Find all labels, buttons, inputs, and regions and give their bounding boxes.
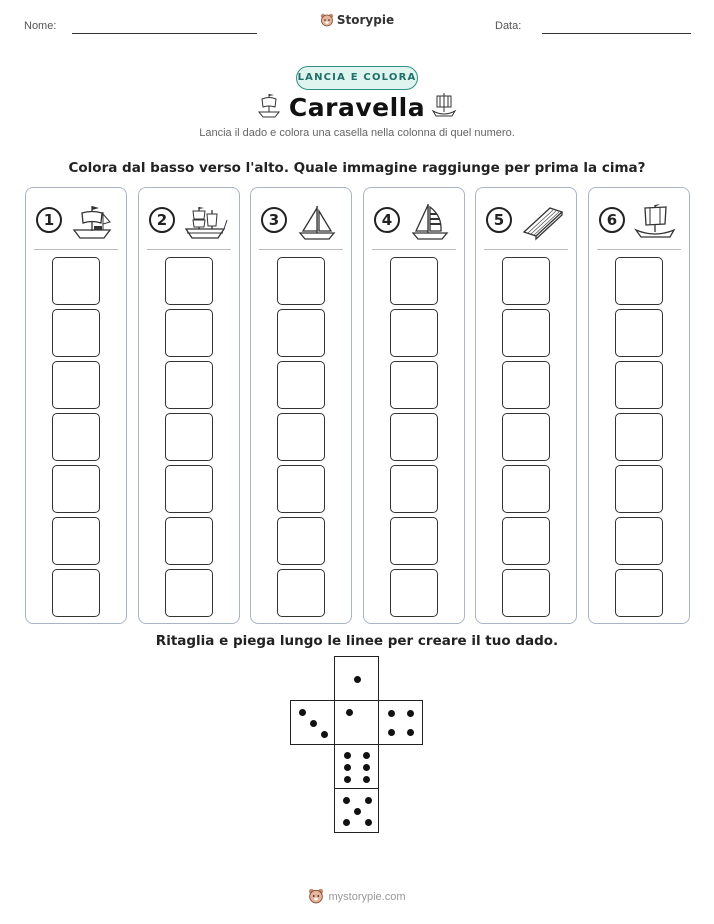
die-face-5 [334,788,379,833]
die-pip [344,752,351,759]
page-title: Caravella [288,93,426,122]
color-box[interactable] [390,517,438,565]
viking-ship-icon [431,90,457,124]
die-face-1 [334,656,379,701]
wooden-plank-icon [520,202,566,242]
die-pip [365,819,372,826]
color-box[interactable] [165,413,213,461]
column-4 [363,187,465,624]
color-box[interactable] [277,517,325,565]
footer-url[interactable]: mystorypie.com [328,891,406,903]
color-box[interactable] [390,413,438,461]
die-face-6 [334,744,379,789]
die-face-1 [334,700,379,745]
die-pip [388,729,395,736]
galleon-ship-icon [183,202,229,242]
caravel-ship-icon [70,202,116,242]
die-pip [365,797,372,804]
die-pip [407,710,414,717]
column-header [374,202,456,242]
die-pip [354,676,361,683]
color-box[interactable] [502,465,550,513]
bear-logo-icon [320,13,334,30]
color-box[interactable] [502,569,550,617]
color-box[interactable] [277,569,325,617]
color-box[interactable] [52,257,100,305]
color-box[interactable] [502,413,550,461]
die-face-4 [378,700,423,745]
die-pip [407,729,414,736]
column-divider [34,249,118,250]
color-box[interactable] [390,361,438,409]
color-box[interactable] [165,569,213,617]
color-box[interactable] [615,413,663,461]
color-box[interactable] [390,257,438,305]
die-pip [388,710,395,717]
column-3 [250,187,352,624]
viking-ship-icon [633,202,679,242]
color-box[interactable] [390,465,438,513]
color-box[interactable] [277,413,325,461]
die-pip [299,709,306,716]
column-divider [259,249,343,250]
color-box[interactable] [390,309,438,357]
striped-sailboat-icon [408,202,454,242]
footer [0,888,714,907]
color-box[interactable] [165,257,213,305]
sailboat-icon [295,202,341,242]
color-box[interactable] [52,309,100,357]
bear-logo-icon [308,888,324,907]
color-box[interactable] [502,361,550,409]
instruction: Colora dal basso verso l'alto. Quale immagine raggiunge per prima la cima? [68,160,646,176]
color-box[interactable] [615,257,663,305]
brand-name: Storypie [336,13,395,27]
color-box[interactable] [165,465,213,513]
die-pip [363,752,370,759]
die-pip [346,709,353,716]
die-pip [363,764,370,771]
color-box[interactable] [52,569,100,617]
date-line[interactable] [542,33,691,34]
color-box[interactable] [277,257,325,305]
column-divider [597,249,681,250]
column-number: 3 [261,207,287,233]
color-box[interactable] [52,413,100,461]
column-1 [25,187,127,624]
cut-instruction: Ritaglia e piega lungo le linee per creare il tuo dado. [155,633,559,649]
die-pip [363,776,370,783]
die-pip [343,797,350,804]
color-box[interactable] [277,361,325,409]
color-box[interactable] [165,309,213,357]
column-divider [372,249,456,250]
activity-badge: LANCIA E COLORA [296,66,418,90]
die-pip [321,731,328,738]
column-header [261,202,343,242]
color-box[interactable] [165,361,213,409]
color-box[interactable] [277,309,325,357]
color-box[interactable] [390,569,438,617]
color-box[interactable] [615,465,663,513]
color-box[interactable] [615,309,663,357]
column-divider [147,249,231,250]
die-pip [343,819,350,826]
color-box[interactable] [52,465,100,513]
column-number: 2 [149,207,175,233]
color-box[interactable] [615,517,663,565]
color-box[interactable] [277,465,325,513]
die-pip [344,764,351,771]
column-divider [484,249,568,250]
die-face-3 [290,700,335,745]
date-label: Data: [495,20,522,32]
column-number: 6 [599,207,625,233]
color-box[interactable] [615,361,663,409]
column-header [599,202,681,242]
color-box[interactable] [502,257,550,305]
column-header [149,202,231,242]
color-box[interactable] [52,361,100,409]
die-pip [354,808,361,815]
subtitle: Lancia il dado e colora una casella nella colonna di quel numero. [199,127,515,139]
brand-logo [0,13,714,30]
column-header [36,202,118,242]
color-box[interactable] [165,517,213,565]
column-2 [138,187,240,624]
color-box[interactable] [502,517,550,565]
column-number: 4 [374,207,400,233]
name-label: Nome: [24,20,57,32]
name-line[interactable] [72,33,257,34]
column-header [486,202,568,242]
column-number: 1 [36,207,62,233]
die-pip [310,720,317,727]
color-box[interactable] [615,569,663,617]
die-pip [344,776,351,783]
column-5 [475,187,577,624]
column-number: 5 [486,207,512,233]
color-box[interactable] [502,309,550,357]
column-6 [588,187,690,624]
color-box[interactable] [52,517,100,565]
